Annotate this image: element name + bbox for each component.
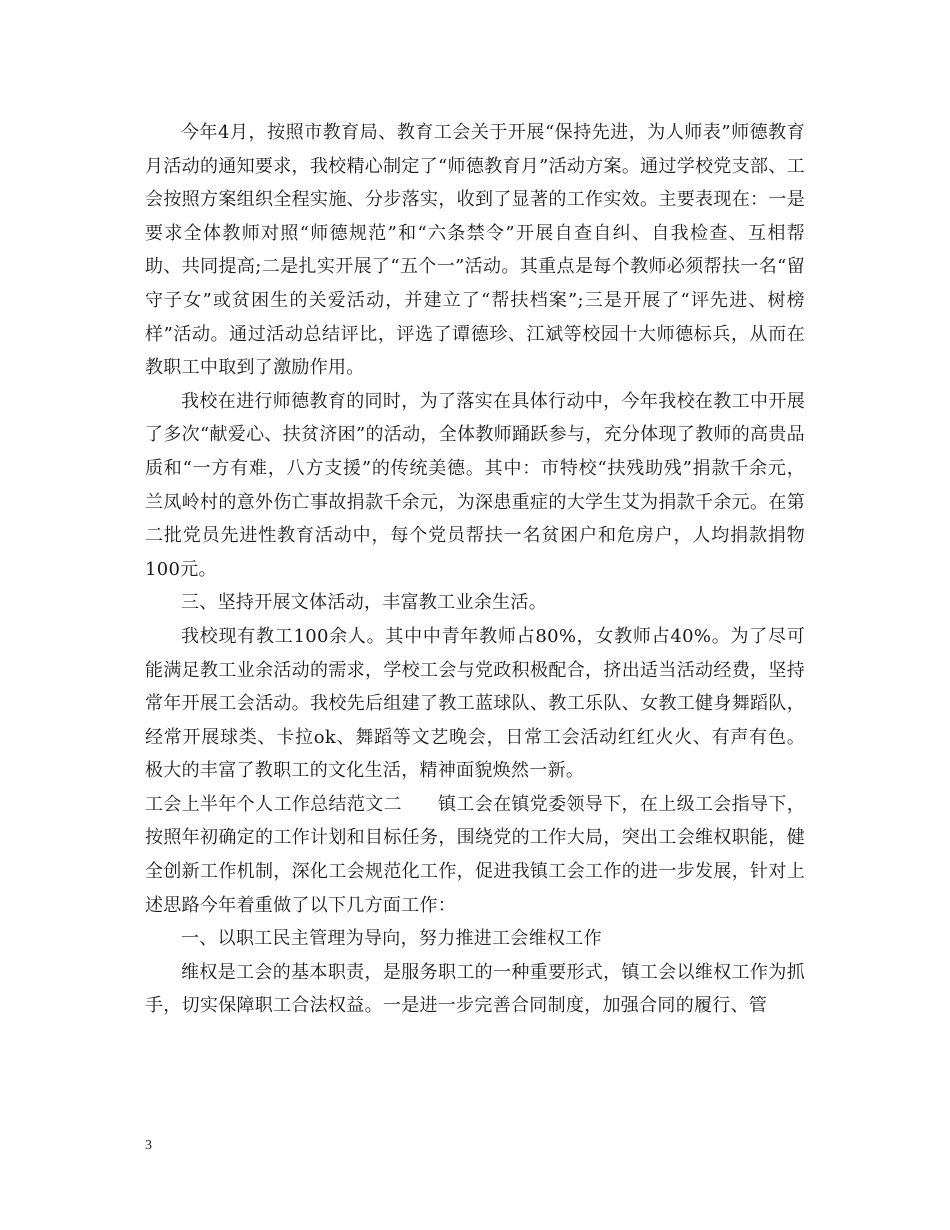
section-title: 工会上半年个人工作总结范文二 (145, 793, 402, 815)
paragraph-teacher-ethics-month: 今年4月，按照市教育局、教育工会关于开展“保持先进，为人师表”师德教育月活动的通知要求，我校精心制定了“师德教育月”活动方案。通过学校党支部、工会按照方案组织全程实施、分步落实，收到了显著的工作实效。主要表现在：一是要求全体教师对照“师德规范”和“六条禁令”开展自查自纠、自我检查、互相帮助、共同提高;二是扎实开展了“五个一”活动。其重点是每个教师必须帮扶一名“留守子女”或贫困生的关爱活动，并建立了“帮扶档案”;三是开展了“评先进、树榜样”活动。通过活动总结评比，评选了谭德珍、江斌等校园十大师德标兵，从而在教职工中取到了激励作用。 (145, 122, 805, 379)
page-number: 3 (145, 1138, 152, 1153)
section-intro: 镇工会在镇党委领导下，在上级工会指导下，按照年初确定的工作计划和目标任务，围绕党的工作大局，突出工会维权职能，健全创新工作机制，深化工会规范化工作，促进我镇工会工作的进一步发展，针对上述思路今年着重做了以下几方面工作： (145, 793, 806, 916)
paragraph-staff-leisure-life: 我校现有教工100余人。其中中青年教师占80%，女教师占40%。为了尽可能满足教工业余活动的需求，学校工会与党政积极配合，挤出适当活动经费，坚持常年开展工会活动。我校先后组建了教工蓝球队、教工乐队、女教工健身舞蹈队，经常开展球类、卡拉ok、舞蹈等文艺晚会，日常工会活动红红火火、有声有色。极大的丰富了教职工的文化生活，精神面貌焕然一新。 (145, 625, 805, 782)
paragraph-rights-protection-body: 维权是工会的基本职责，是服务职工的一种重要形式，镇工会以维权工作为抓手，切实保障职工合法权益。一是进一步完善合同制度，加强合同的履行、管 (145, 961, 805, 1017)
paragraph-heading-cultural-activities: 三、坚持开展文体活动，丰富教工业余生活。 (181, 592, 547, 614)
paragraph-charity-activities: 我校在进行师德教育的同时，为了落实在具体行动中，今年我校在教工中开展了多次“献爱心、扶贫济困”的活动，全体教师踊跃参与，充分体现了教师的高贵品质和“一方有难，八方支援”的传统美德。其中：市特校“扶残助残”捐款千余元，兰凤岭村的意外伤亡事故捐款千余元，为深患重症的大学生艾为捐款千余元。在第二批党员先进性教育活动中，每个党员帮扶一名贫困户和危房户，人均捐款捐物100元。 (145, 390, 805, 580)
paragraph-section-two (145, 788, 805, 922)
document-body (145, 116, 805, 1023)
paragraph-heading-rights-protection: 一、以职工民主管理为导向，努力推进工会维权工作 (181, 928, 602, 950)
